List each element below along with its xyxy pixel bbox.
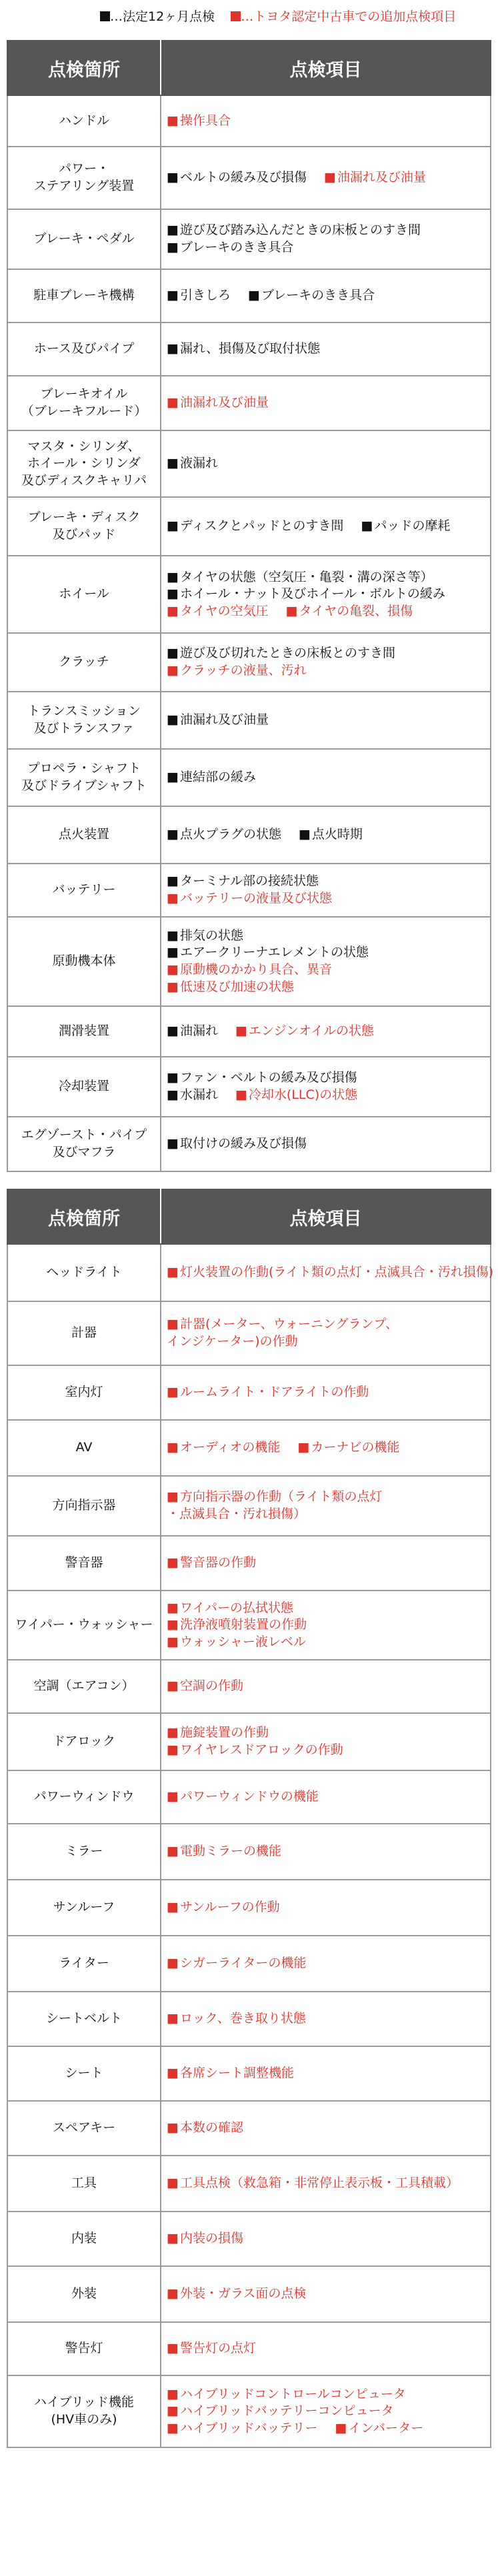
inspection-items <box>161 430 491 497</box>
location-label: ステアリング装置 <box>33 179 135 193</box>
table-row <box>7 376 491 430</box>
inspection-location <box>7 1713 161 1770</box>
inspection-items <box>161 269 491 322</box>
location-label: 内装 <box>71 2231 97 2246</box>
location-label: ホース及びパイプ <box>33 341 135 356</box>
inspection-items <box>161 1591 491 1660</box>
item-line <box>167 662 485 680</box>
inspection-location <box>7 1824 161 1880</box>
legal-check-item: ■ ディスクとパッドとのすき間 <box>167 518 343 535</box>
item-line <box>167 340 485 358</box>
added-check-item: ■ 方向指示器の作動（ライト類の点灯 <box>167 1489 382 1506</box>
added-check-item: ■ 電動ミラーの機能 <box>167 1843 281 1860</box>
inspection-location <box>7 2375 161 2447</box>
added-check-item: ■ 警音器の作動 <box>167 1555 256 1572</box>
item-line <box>167 603 485 620</box>
table-row <box>7 1992 491 2046</box>
item-line <box>167 1489 485 1506</box>
table-row <box>7 692 491 749</box>
inspection-location <box>7 1057 161 1117</box>
item-line <box>167 1742 485 1759</box>
added-check-item: ■ カーナビの機能 <box>297 1439 399 1457</box>
added-check-item: ■ 施錠装置の作動 <box>167 1724 269 1742</box>
location-label: 工具 <box>71 2176 97 2191</box>
location-label: ミラー <box>65 1844 103 1859</box>
table-row <box>7 1880 491 1936</box>
inspection-items <box>161 376 491 430</box>
inspection-location <box>7 2212 161 2266</box>
inspection-items <box>161 2322 491 2375</box>
item-line <box>167 113 485 130</box>
item-line <box>167 2420 485 2437</box>
item-line <box>167 645 485 662</box>
item-line <box>167 1087 485 1104</box>
inspection-location <box>7 430 161 497</box>
item-line <box>167 586 485 603</box>
added-check-item: ■ ウォッシャー液レベル <box>167 1634 306 1651</box>
inspection-items <box>161 1006 491 1057</box>
location-label: 警告灯 <box>65 2341 103 2356</box>
inspection-location <box>7 1117 161 1171</box>
item-line <box>167 1555 485 1572</box>
item-line <box>167 1899 485 1916</box>
inspection-items <box>161 95 491 147</box>
added-check-item: ■ サンルーフの作動 <box>167 1899 280 1916</box>
location-label: シート <box>65 2066 103 2081</box>
table-row <box>7 1936 491 1992</box>
table-row <box>7 1476 491 1536</box>
inspection-location <box>7 1365 161 1420</box>
item-line <box>167 1600 485 1617</box>
location-label: 原動機本体 <box>52 954 116 969</box>
item-line <box>167 1069 485 1087</box>
inspection-location <box>7 269 161 322</box>
legal-check-item: ■ 取付けの緩み及び損傷 <box>167 1135 307 1153</box>
added-check-item: ■ タイヤの空気圧 <box>167 603 269 620</box>
item-line <box>167 1264 494 1281</box>
added-check-item: ・点滅具合・汚れ損傷） <box>167 1507 307 1521</box>
location-label: 冷却装置 <box>58 1079 109 1094</box>
inspection-items <box>161 147 491 209</box>
inspection-items <box>161 633 491 692</box>
added-check-item: ■ 警告灯の点灯 <box>167 2340 256 2357</box>
inspection-location <box>7 1301 161 1365</box>
inspection-location <box>7 209 161 269</box>
inspection-items <box>161 209 491 269</box>
item-line <box>167 222 485 239</box>
location-label: ハンドル <box>58 113 109 128</box>
inspection-items <box>161 2156 491 2212</box>
location-label: 点火装置 <box>58 827 109 842</box>
added-check-item: ■ 空調の作動 <box>167 1678 243 1695</box>
location-label: 方向指示器 <box>52 1498 116 1513</box>
inspection-location <box>7 2156 161 2212</box>
header-item: 点検項目 <box>161 41 491 95</box>
item-line <box>167 2386 485 2403</box>
location-label: 及びパッド <box>52 527 116 542</box>
location-label: 空調（エアコン） <box>33 1678 135 1694</box>
legend-added <box>231 9 456 24</box>
item-line <box>167 2230 485 2248</box>
inspection-location <box>7 2322 161 2375</box>
inspection-location <box>7 1591 161 1660</box>
added-check-item: ■ 計器(メーター、ウォーニングランプ、 <box>167 1316 398 1333</box>
item-line <box>167 2403 485 2420</box>
inspection-items <box>161 1536 491 1591</box>
added-check-item: ■ ロック、巻き取り状態 <box>167 2010 306 2028</box>
table-row <box>7 1301 491 1365</box>
item-line <box>167 2065 485 2082</box>
table-row <box>7 1365 491 1420</box>
item-line <box>167 1843 485 1860</box>
table-row <box>7 864 491 917</box>
added-check-item: ■ シガーライターの機能 <box>167 1955 306 1972</box>
inspection-items <box>161 1365 491 1420</box>
inspection-location <box>7 556 161 633</box>
inspection-location <box>7 1536 161 1591</box>
legal-check-item: ■ 液漏れ <box>167 455 218 472</box>
inspection-location <box>7 692 161 749</box>
legend-red-square-icon <box>231 11 241 21</box>
item-line <box>167 1135 485 1153</box>
item-line <box>167 569 485 586</box>
added-check-item: ■ ハイブリッドバッテリー <box>167 2420 317 2437</box>
added-check-item: ■ ワイパーの払拭状態 <box>167 1600 293 1617</box>
inspection-location <box>7 633 161 692</box>
inspection-items <box>161 1713 491 1770</box>
item-line <box>167 1616 485 1634</box>
item-line <box>167 1724 485 1742</box>
item-line <box>167 1678 485 1695</box>
added-check-item: ■ ルームライト・ドアライトの作動 <box>167 1384 369 1401</box>
header-item: 点検項目 <box>161 1189 491 1244</box>
location-label: バッテリー <box>52 882 116 898</box>
table-row <box>7 1006 491 1057</box>
added-check-item: ■ タイヤの亀裂、損傷 <box>286 603 413 620</box>
legal-check-item: ■ 遊び及び踏み込んだときの床板とのすき間 <box>167 222 421 239</box>
table-row <box>7 1117 491 1171</box>
item-line <box>167 1439 485 1457</box>
location-label: ライター <box>59 1956 109 1971</box>
legal-check-item: ■ ホイール・ナット及びホイール・ボルトの緩み <box>167 586 445 603</box>
item-line <box>167 2340 485 2357</box>
item-line <box>167 169 485 187</box>
added-check-item: ■ 冷却水(LLC)の状態 <box>235 1087 357 1104</box>
added-check-item: ■ 低速及び加速の状態 <box>167 979 294 996</box>
inspection-location <box>7 1660 161 1713</box>
added-check-item: ■ ワイヤレスドアロックの作動 <box>167 1742 343 1759</box>
inspection-items <box>161 2046 491 2101</box>
legal-check-item: ■ 点火時期 <box>299 826 363 844</box>
table-row <box>7 1420 491 1476</box>
inspection-items <box>161 1057 491 1117</box>
location-label: (HV車のみ) <box>51 2412 117 2427</box>
table-row <box>7 1057 491 1117</box>
legal-check-item: ■ ベルトの緩み及び損傷 <box>167 169 307 187</box>
inspection-items <box>161 1117 491 1171</box>
table-row <box>7 1244 491 1301</box>
inspection-items <box>161 1936 491 1992</box>
header-location: 点検箇所 <box>7 41 161 95</box>
legal-check-item: ■ ブレーキのきき具合 <box>248 287 375 305</box>
legal-check-item: ■ パッドの摩耗 <box>361 518 450 535</box>
item-line <box>167 944 485 962</box>
legend-black-square-icon <box>100 11 110 21</box>
item-line <box>167 1023 485 1040</box>
item-line <box>167 979 485 996</box>
table-row <box>7 1660 491 1713</box>
table-row <box>7 1591 491 1660</box>
location-label: ハイブリッド機能 <box>34 2395 134 2410</box>
location-label: ブレーキ・ペダル <box>33 231 135 247</box>
inspection-location <box>7 1244 161 1301</box>
location-label: 及びマフラ <box>52 1145 116 1159</box>
inspection-items <box>161 749 491 806</box>
added-check-item: ■ 原動機のかかり具合、異音 <box>167 962 332 979</box>
table-row <box>7 430 491 497</box>
table-row <box>7 2212 491 2266</box>
table-row <box>7 147 491 209</box>
table-row <box>7 269 491 322</box>
inspection-items <box>161 2266 491 2322</box>
location-label: AV <box>75 1440 93 1455</box>
table-row <box>7 806 491 864</box>
inspection-items <box>161 497 491 556</box>
legal-check-item: ■ 水漏れ <box>167 1087 218 1104</box>
location-label: パワー・ <box>58 161 109 177</box>
item-line <box>167 712 485 729</box>
location-label: ホイール <box>59 586 109 602</box>
location-label: ドアロック <box>52 1734 116 1749</box>
item-line <box>167 2285 485 2303</box>
location-label: クラッチ <box>59 654 109 670</box>
inspection-items <box>161 917 491 1006</box>
header-location: 点検箇所 <box>7 1189 161 1244</box>
inspection-items <box>161 2101 491 2156</box>
legend-normal-label: …法定12ヶ月点検 <box>110 9 215 24</box>
table-row <box>7 2156 491 2212</box>
inspection-location <box>7 376 161 430</box>
inspection-items <box>161 1770 491 1824</box>
legal-check-item: ■ ターミナル部の接続状態 <box>167 873 319 890</box>
added-check-item: ■ 操作具合 <box>167 113 231 130</box>
legend <box>100 7 493 25</box>
legend-added-label: …トヨタ認定中古車での追加点検項目 <box>241 9 457 24</box>
inspection-items <box>161 2212 491 2266</box>
inspection-items <box>161 806 491 864</box>
location-label: 及びトランスファ <box>33 721 135 736</box>
added-check-item: ■ オーディオの機能 <box>167 1439 280 1457</box>
item-line <box>167 826 485 844</box>
location-label: 室内灯 <box>65 1385 103 1400</box>
location-label: ヘッドライト <box>46 1265 122 1280</box>
added-check-item: ■ 内装の損傷 <box>167 2230 243 2248</box>
inspection-location <box>7 2046 161 2101</box>
inspection-location <box>7 2266 161 2322</box>
inspection-location <box>7 1420 161 1476</box>
added-check-item: ■ ハイブリッドバッテリーコンピュータ <box>167 2403 393 2420</box>
location-label: 計器 <box>71 1325 97 1341</box>
inspection-items <box>161 1301 491 1365</box>
location-label: ブレーキオイル <box>40 386 128 402</box>
inspection-location <box>7 1770 161 1824</box>
inspection-items <box>161 556 491 633</box>
item-line <box>167 2175 485 2192</box>
inspection-location <box>7 1006 161 1057</box>
inspection-location <box>7 864 161 917</box>
table-row <box>7 917 491 1006</box>
inspection-location <box>7 917 161 1006</box>
location-label: 外装 <box>71 2286 97 2301</box>
added-check-item: ■ 洗浄液噴射装置の作動 <box>167 1616 307 1634</box>
table-row <box>7 1770 491 1824</box>
location-label: 及びディスクキャリパ <box>21 472 147 488</box>
location-label: マスタ・シリンダ、 <box>27 438 141 454</box>
inspection-location <box>7 749 161 806</box>
item-line <box>167 1333 485 1351</box>
item-line <box>167 2010 485 2028</box>
item-line <box>167 239 485 257</box>
inspection-items <box>161 864 491 917</box>
table-row <box>7 749 491 806</box>
table-row <box>7 1536 491 1591</box>
added-check-item: ■ インバーター <box>335 2420 423 2437</box>
legal-check-item: ■ 連結部の緩み <box>167 769 256 786</box>
item-line <box>167 873 485 890</box>
item-line <box>167 2120 485 2137</box>
added-check-item: ■ 油漏れ及び油量 <box>324 169 426 187</box>
item-line <box>167 890 485 908</box>
location-label: スペアキー <box>52 2120 116 2136</box>
item-line <box>167 1384 485 1401</box>
legal-check-item: ■ 点火プラグの状態 <box>167 826 281 844</box>
item-line <box>167 769 485 786</box>
inspection-items <box>161 1992 491 2046</box>
location-label: ブレーキ・ディスク <box>27 510 141 525</box>
added-check-item: ■ 外装・ガラス面の点検 <box>167 2285 306 2303</box>
legal-check-item: ■ 油漏れ及び油量 <box>167 712 269 729</box>
table-row <box>7 1824 491 1880</box>
legal-check-item: ■ 漏れ、損傷及び取付状態 <box>167 340 320 358</box>
location-label: 及びドライブシャフト <box>21 778 147 793</box>
location-label: （ブレーキフルード） <box>21 404 147 418</box>
item-line <box>167 1506 485 1523</box>
item-line <box>167 287 485 305</box>
location-label: パワーウィンドウ <box>33 1789 135 1804</box>
location-label: サンルーフ <box>53 1900 115 1915</box>
legal-check-item: ■ 排気の状態 <box>167 928 243 945</box>
item-line <box>167 1316 485 1333</box>
inspection-items <box>161 692 491 749</box>
added-check-item: ■ 工具点検（救急箱・非常停止表示板・工具積載） <box>167 2175 459 2192</box>
added-check-item: ■ バッテリーの液量及び状態 <box>167 890 332 908</box>
added-check-item: ■ クラッチの液量、汚れ <box>167 662 307 680</box>
legal-check-item: ■ 引きしろ <box>167 287 231 305</box>
item-line <box>167 1955 485 1972</box>
table-row <box>7 2322 491 2375</box>
table-row <box>7 2375 491 2447</box>
added-check-item: ■ 油漏れ及び油量 <box>167 394 269 412</box>
legal-check-item: ■ ファン・ベルトの緩み及び損傷 <box>167 1069 357 1087</box>
location-label: ホイール・シリンダ <box>27 456 141 471</box>
legal-inspection-table <box>7 40 491 1172</box>
legend-normal <box>100 9 215 24</box>
inspection-location <box>7 497 161 556</box>
inspection-location <box>7 806 161 864</box>
location-label: プロペラ・シャフト <box>27 761 141 776</box>
legal-check-item: ■ タイヤの状態（空気圧・亀裂・溝の深さ等） <box>167 569 433 586</box>
inspection-location <box>7 1936 161 1992</box>
inspection-location <box>7 95 161 147</box>
legal-check-item: ■ ブレーキのきき具合 <box>167 239 293 257</box>
inspection-items <box>161 1880 491 1936</box>
table-row <box>7 322 491 376</box>
inspection-items <box>161 2375 491 2447</box>
added-check-item: ■ パワーウィンドウの機能 <box>167 1788 319 1806</box>
added-check-item: ■ エンジンオイルの状態 <box>235 1023 374 1040</box>
inspection-location <box>7 1476 161 1536</box>
table-row <box>7 2101 491 2156</box>
added-check-item: ■ ハイブリッドコントロールコンピュータ <box>167 2386 406 2403</box>
table-row <box>7 497 491 556</box>
location-label: 警音器 <box>65 1555 103 1571</box>
legal-check-item: ■ エアークリーナエレメントの状態 <box>167 944 369 962</box>
inspection-items <box>161 1244 494 1301</box>
location-label: ワイパー・ウォッシャー <box>15 1617 153 1632</box>
table-row <box>7 556 491 633</box>
inspection-items <box>161 1476 491 1536</box>
inspection-items <box>161 1660 491 1713</box>
inspection-items <box>161 1420 491 1476</box>
legal-check-item: ■ 遊び及び切れたときの床板とのすき間 <box>167 645 395 662</box>
inspection-location <box>7 1992 161 2046</box>
inspection-location <box>7 2101 161 2156</box>
added-check-item: インジケーター)の作動 <box>167 1334 298 1349</box>
location-label: トランスミッション <box>27 704 141 719</box>
inspection-location <box>7 147 161 209</box>
added-check-item: ■ 本数の確認 <box>167 2120 243 2137</box>
item-line <box>167 928 485 945</box>
additional-inspection-table <box>7 1189 494 2448</box>
item-line <box>167 1788 485 1806</box>
location-label: 駐車ブレーキ機構 <box>33 288 135 303</box>
inspection-location <box>7 1880 161 1936</box>
added-check-item: ■ 各席シート調整機能 <box>167 2065 294 2082</box>
location-label: エグゾースト・パイプ <box>21 1127 147 1143</box>
legal-check-item: ■ 油漏れ <box>167 1023 218 1040</box>
item-line <box>167 394 485 412</box>
item-line <box>167 962 485 979</box>
added-check-item: ■ 灯火装置の作動(ライト類の点灯・点滅具合・汚れ損傷) <box>167 1264 493 1281</box>
table-row <box>7 2266 491 2322</box>
location-label: 潤滑装置 <box>58 1023 109 1039</box>
table-row <box>7 95 491 147</box>
inspection-items <box>161 322 491 376</box>
table-row <box>7 633 491 692</box>
item-line <box>167 455 485 472</box>
inspection-items <box>161 1824 491 1880</box>
table-row <box>7 209 491 269</box>
table-row <box>7 1713 491 1770</box>
item-line <box>167 518 485 535</box>
inspection-location <box>7 322 161 376</box>
table-row <box>7 2046 491 2101</box>
item-line <box>167 1634 485 1651</box>
location-label: シートベルト <box>45 2011 122 2026</box>
